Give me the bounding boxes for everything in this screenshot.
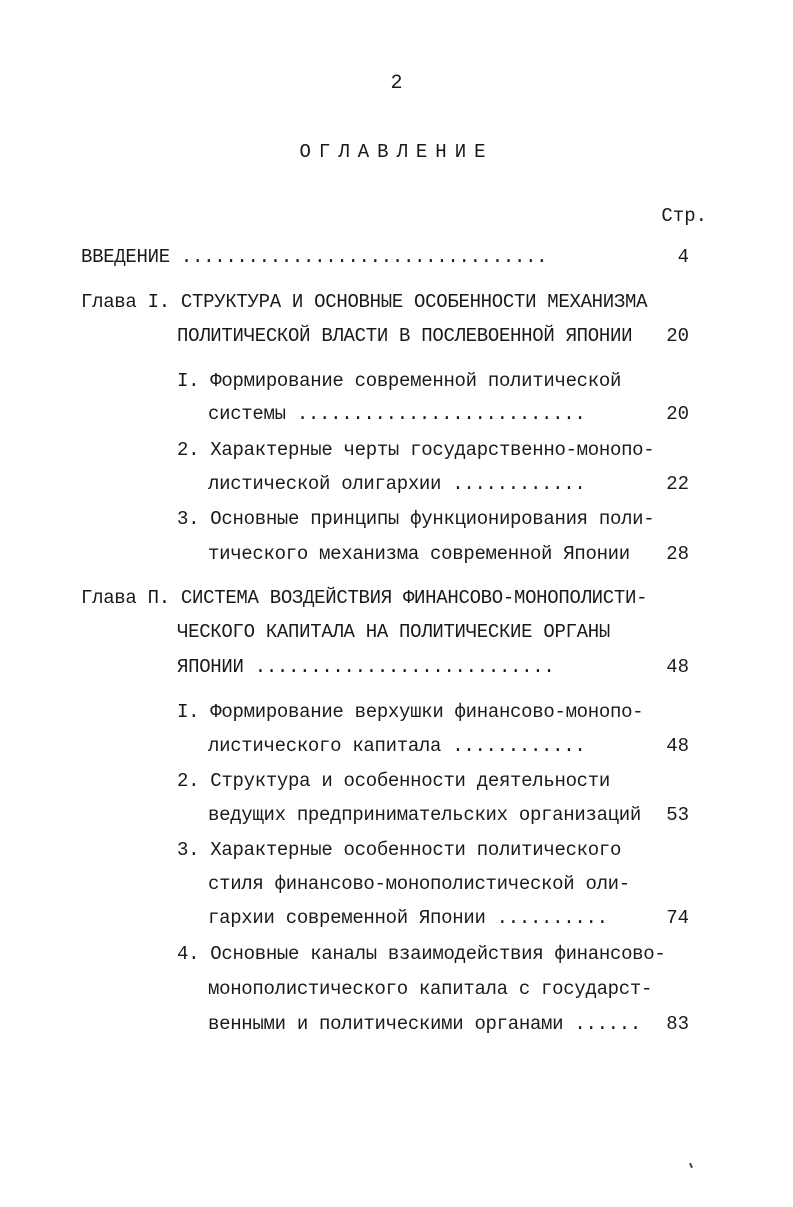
toc-section-2-2: 2. Структура и особенности деятельности [177, 770, 610, 792]
toc-section-2-3: 3. Характерные особенности политического [177, 839, 622, 861]
page-number: 2 [390, 72, 403, 95]
toc-page-introduction: 4 [677, 246, 689, 268]
toc-chapter-1-title: Глава I. СТРУКТУРА И ОСНОВНЫЕ ОСОБЕННОСТИ МЕХАНИЗМА [81, 291, 648, 313]
toc-entry-introduction: ВВЕДЕНИЕ ................................. [81, 246, 548, 268]
scan-speck [689, 1163, 693, 1168]
toc-page-section-2-1: 48 [666, 735, 689, 757]
toc-section-2-4-cont: монополистического капитала с государст- [208, 978, 653, 1000]
toc-page-section-1-1: 20 [666, 403, 689, 425]
toc-section-2-1-cont: листического капитала ............ [208, 735, 586, 757]
toc-chapter-2-title: Глава П. СИСТЕМА ВОЗДЕЙСТВИЯ ФИНАНСОВО-МОНОПОЛИСТИ- [81, 587, 648, 609]
toc-section-1-1-cont: системы .......................... [208, 403, 586, 425]
toc-chapter-2-title-cont: ЧЕСКОГО КАПИТАЛА НА ПОЛИТИЧЕСКИЕ ОРГАНЫ [177, 621, 610, 643]
toc-page-section-1-3: 28 [666, 543, 689, 565]
toc-chapter-1-title-cont: ПОЛИТИЧЕСКОЙ ВЛАСТИ В ПОСЛЕВОЕННОЙ ЯПОНИИ [177, 325, 633, 347]
toc-page-section-2-4: 83 [666, 1013, 689, 1035]
toc-section-2-3-cont-2: гархии современной Японии .......... [208, 907, 608, 929]
toc-section-1-2: 2. Характерные черты государственно-монопо- [177, 439, 655, 461]
toc-section-2-4: 4. Основные каналы взаимодействия финансово- [177, 943, 666, 965]
toc-chapter-2-title-cont-2: ЯПОНИИ ........................... [177, 656, 555, 678]
toc-page-section-1-2: 22 [666, 473, 689, 495]
toc-page-section-2-3: 74 [666, 907, 689, 929]
toc-section-2-3-cont: стиля финансово-монополистической оли- [208, 873, 630, 895]
toc-section-2-4-cont-2: венными и политическими органами ...... [208, 1013, 641, 1035]
toc-section-1-3: 3. Основные принципы функционирования поли- [177, 508, 655, 530]
toc-section-1-2-cont: листической олигархии ............ [208, 473, 586, 495]
page-column-header: Стр. [661, 205, 707, 227]
page-title: ОГЛАВЛЕНИЕ [299, 141, 494, 163]
toc-page-section-2-2: 53 [666, 804, 689, 826]
toc-section-2-2-cont: ведущих предпринимательских организаций [208, 804, 641, 826]
toc-page-chapter-2: 48 [666, 656, 689, 678]
toc-section-1-1: I. Формирование современной политической [177, 370, 622, 392]
toc-page-chapter-1: 20 [666, 325, 689, 347]
toc-section-1-3-cont: тического механизма современной Японии [208, 543, 630, 565]
toc-section-2-1: I. Формирование верхушки финансово-монопо- [177, 701, 644, 723]
